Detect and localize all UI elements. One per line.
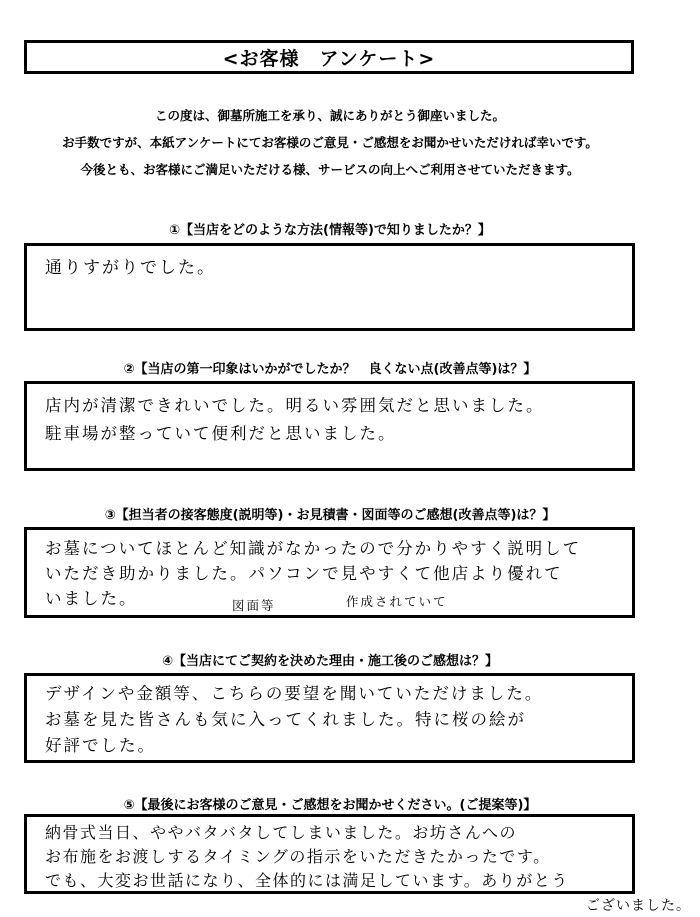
insert-note-created: 作成されていて bbox=[346, 594, 448, 609]
answer-line: いました。 bbox=[45, 589, 138, 608]
answer-line: お布施をお渡しするタイミングの指示をいただきたかったです。 bbox=[45, 847, 551, 866]
question-4-answer-box bbox=[24, 673, 635, 763]
question-3-answer-box bbox=[24, 527, 635, 618]
answer-line: でも、大変お世話になり、全体的には満足しています。ありがとう bbox=[45, 871, 569, 890]
question-2-label: ②【当店の第一印象はいかがでしたか？ 良くない点(改善点等)は？】 bbox=[123, 362, 537, 377]
intro-line-3: 今後とも、お客様にご満足いただける様、サービスの向上へご利用させていただきます。 bbox=[80, 162, 580, 177]
answer-line: お墓を見た皆さんも気に入ってくれました。特に桜の絵が bbox=[45, 710, 526, 729]
answer-line: 通りすがりでした。 bbox=[45, 258, 216, 278]
answer-line: 駐車場が整っていて便利だと思いました。 bbox=[45, 424, 397, 443]
intro-line-1: この度は、御墓所施工を承り、誠にありがとう御座いました。 bbox=[154, 108, 505, 123]
answer-line: 好評でした。 bbox=[45, 736, 156, 755]
question-1-label: ①【当店をどのような方法(情報等)で知りましたか？】 bbox=[169, 223, 491, 238]
survey-title: <お客様 アンケート> bbox=[24, 40, 634, 74]
answer-line: いただき助かりました。パソコンで見やすくて他店より優れて bbox=[45, 564, 563, 583]
question-5-label: ⑤【最後にお客様のご意見・ご感想をお聞かせください。(ご提案等)】 bbox=[123, 798, 537, 813]
question-1-answer-box bbox=[24, 243, 635, 331]
answer-tail-text: ございました。 bbox=[586, 898, 691, 914]
question-3-label: ③【担当者の接客態度(説明等)・お見積書・図面等のご感想(改善点等)は？】 bbox=[104, 508, 556, 523]
answer-line: 納骨式当日、ややバタバタしてしまいました。お坊さんへの bbox=[45, 823, 518, 842]
answer-line: 店内が清潔できれいでした。明るい雰囲気だと思いました。 bbox=[45, 396, 545, 415]
intro-line-2: お手数ですが、本紙アンケートにてお客様のご意見・ご感想をお聞かせいただければ幸いです。 bbox=[62, 135, 598, 150]
question-2-answer-box bbox=[24, 381, 635, 471]
answer-line: お墓についてほとんど知識がなかったので分かりやすく説明して bbox=[45, 539, 582, 558]
insert-note-drawings: 図面等 bbox=[232, 598, 276, 613]
answer-line: デザインや金額等、こちらの要望を聞いていただけました。 bbox=[45, 684, 544, 703]
question-5-answer-box bbox=[24, 814, 635, 894]
question-4-label: ④【当店にてご契約を決めた理由・施工後のご感想は？】 bbox=[161, 654, 498, 669]
